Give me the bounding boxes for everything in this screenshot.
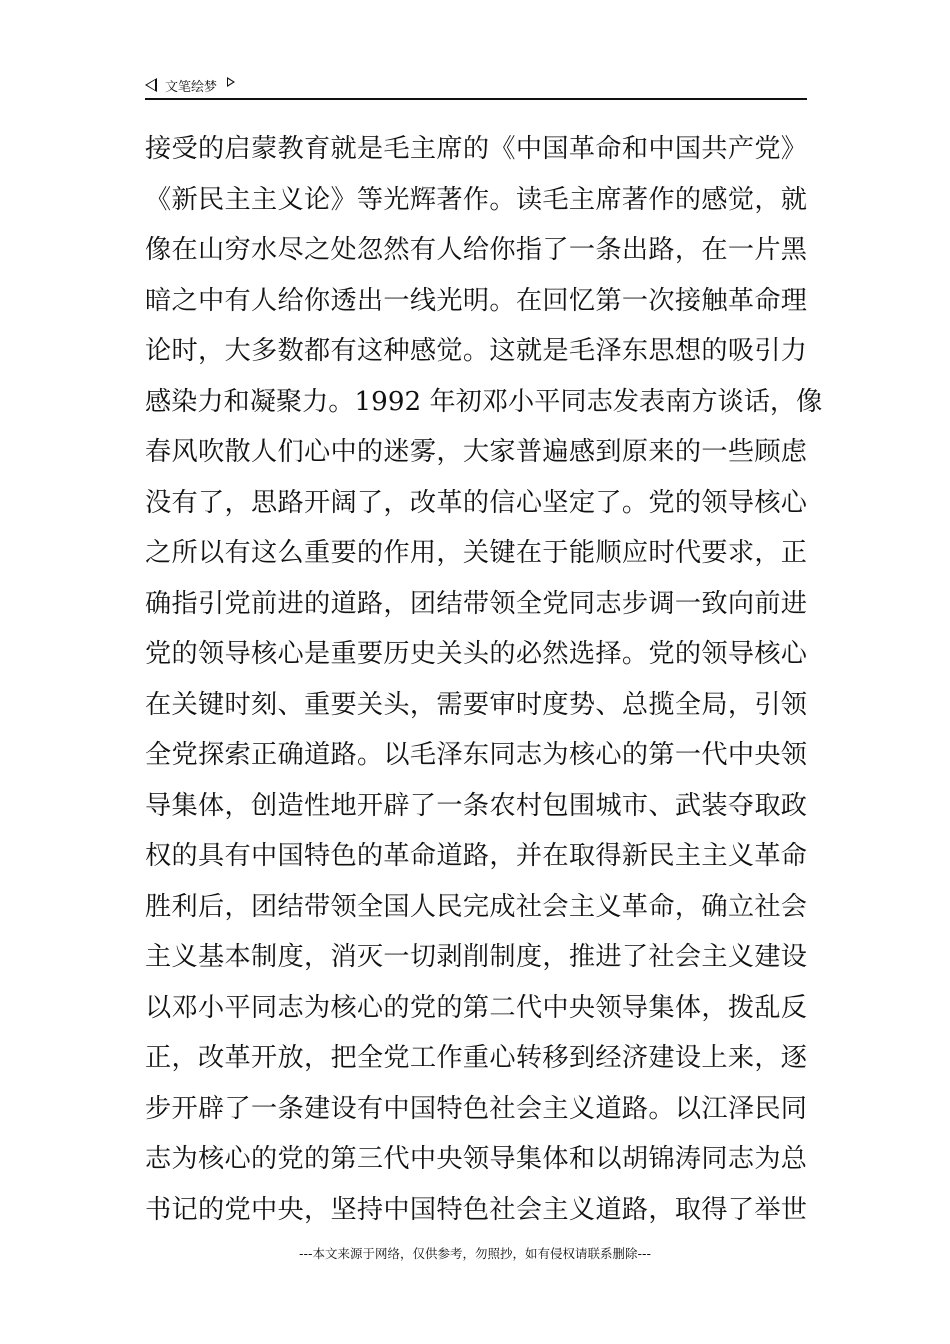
text-line: 接受的启蒙教育就是毛主席的《中国革命和中国共产党》 [145, 134, 807, 164]
header-title: 文笔绘梦 [165, 79, 218, 95]
footer-disclaimer: ---本文来源于网络，仅供参考，勿照抄，如有侵权请联系删除--- [298, 1246, 652, 1261]
triangle-right-icon [227, 77, 235, 87]
text-line: 感染力和凝聚力。1992 年初邓小平同志发表南方谈话，像 [145, 386, 823, 417]
text-line: 志为核心的党的第三代中央领导集体和以胡锦涛同志为总 [145, 1144, 807, 1174]
text-line: 党的领导核心是重要历史关头的必然选择。党的领导核心 [145, 639, 807, 669]
text-line: 导集体，创造性地开辟了一条农村包围城市、武装夺取政 [145, 790, 807, 821]
text-line: 暗之中有人给你透出一线光明。在回忆第一次接触革命理 [145, 285, 807, 316]
text-line: 以邓小平同志为核心的党的第二代中央领导集体，拨乱反 [145, 992, 807, 1023]
text-line: 之所以有这么重要的作用，关键在于能顺应时代要求，正 [145, 538, 807, 568]
text-line: 确指引党前进的道路，团结带领全党同志步调一致向前进 [145, 588, 807, 619]
text-line: 胜利后，团结带领全国人民完成社会主义革命，确立社会 [145, 891, 807, 922]
page-header [145, 74, 807, 100]
header-title-group [145, 74, 235, 96]
text-line: 全党探索正确道路。以毛泽东同志为核心的第一代中央领 [145, 740, 807, 770]
text-line: 论时，大多数都有这种感觉。这就是毛泽东思想的吸引力 [145, 336, 807, 366]
text-line: 权的具有中国特色的革命道路，并在取得新民主主义革命 [145, 841, 807, 871]
text-line: 书记的党中央，坚持中国特色社会主义道路，取得了举世 [145, 1194, 807, 1225]
text-line: 主义基本制度，消灭一切剥削制度，推进了社会主义建设 [145, 942, 807, 972]
body-text [145, 124, 823, 1235]
text-line: 《新民主主义论》等光辉著作。读毛主席著作的感觉，就 [145, 184, 807, 215]
text-line: 正，改革开放，把全党工作重心转移到经济建设上来，逐 [145, 1043, 807, 1073]
text-line: 像在山穷水尽之处忽然有人给你指了一条出路，在一片黑 [145, 235, 807, 265]
triangle-left-icon [145, 78, 157, 92]
text-line: 步开辟了一条建设有中国特色社会主义道路。以江泽民同 [145, 1093, 807, 1124]
text-line: 在关键时刻、重要关头，需要审时度势、总揽全局，引领 [145, 689, 807, 720]
text-line: 没有了，思路开阔了，改革的信心坚定了。党的领导核心 [145, 487, 807, 518]
text-line: 春风吹散人们心中的迷雾，大家普遍感到原来的一些顾虑 [145, 437, 807, 467]
